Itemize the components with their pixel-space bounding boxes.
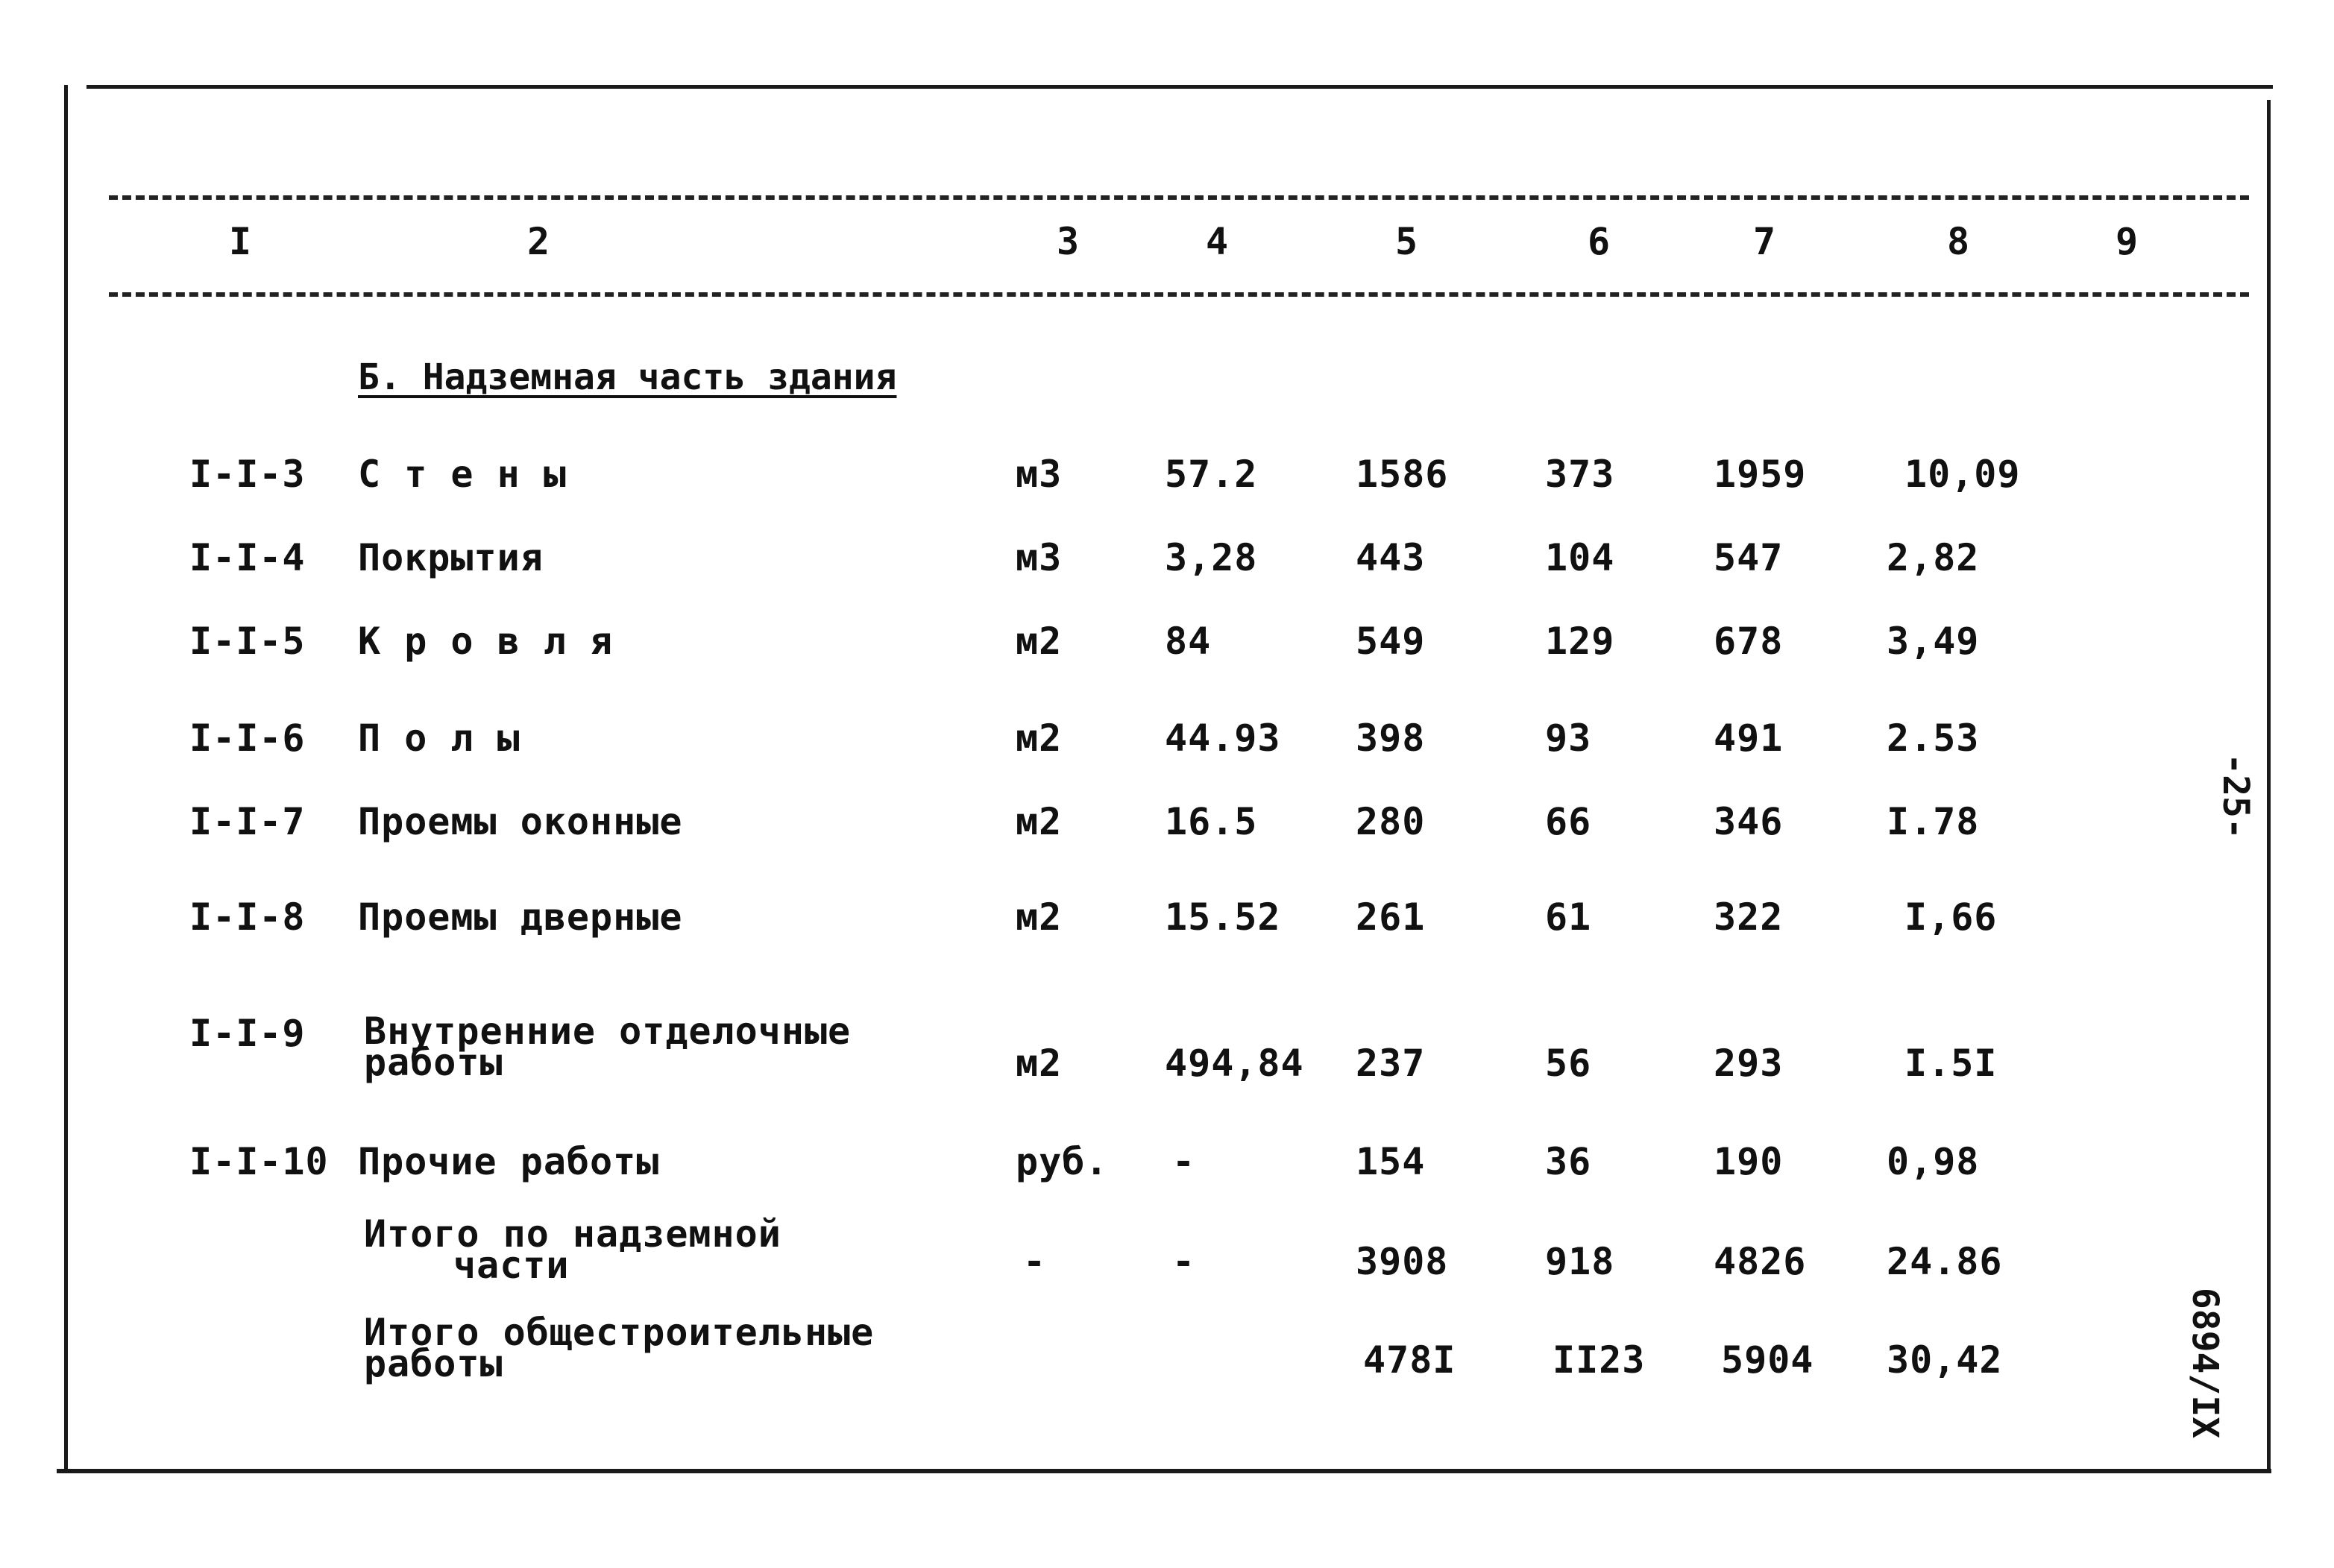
row-name-line1: Внутренние отделочные — [364, 1010, 852, 1053]
row-quantity: - — [1172, 1140, 1196, 1183]
total-general-col5: 478I — [1363, 1338, 1456, 1382]
total-general-col6: II23 — [1553, 1338, 1646, 1382]
row-name-line2: работы — [364, 1041, 503, 1084]
row-name: С т е н ы — [358, 453, 567, 496]
row-col5: 280 — [1356, 800, 1426, 843]
row-code: I-I-8 — [189, 895, 306, 939]
row-code: I-I-5 — [189, 620, 306, 663]
row-name: Проемы оконные — [358, 800, 683, 843]
frame-left-border — [64, 85, 68, 1472]
total-above-col8: 24.86 — [1887, 1240, 2003, 1283]
row-col6: 129 — [1545, 620, 1615, 663]
row-col5: 237 — [1356, 1042, 1426, 1085]
row-code: I-I-4 — [189, 536, 306, 579]
row-col5: 1586 — [1356, 453, 1449, 496]
total-above-col7: 4826 — [1714, 1240, 1807, 1283]
row-unit: м2 — [1016, 1042, 1063, 1085]
total-general-name-line1: Итого общестроительные — [364, 1311, 875, 1354]
row-col7: 491 — [1714, 717, 1784, 760]
total-above-unit: - — [1023, 1240, 1047, 1283]
total-above-name-line2: части — [453, 1244, 570, 1287]
row-col7: 293 — [1714, 1042, 1784, 1085]
row-col6: 93 — [1545, 717, 1592, 760]
row-unit: м2 — [1016, 895, 1063, 939]
column-header-7: 7 — [1752, 220, 1776, 263]
row-col8: I.78 — [1887, 800, 1980, 843]
row-col8: 2,82 — [1887, 536, 1980, 579]
row-col6: 56 — [1545, 1042, 1592, 1085]
row-col6: 373 — [1545, 453, 1615, 496]
row-col7: 1959 — [1714, 453, 1807, 496]
row-quantity: 44.93 — [1165, 717, 1281, 760]
row-unit: м2 — [1016, 620, 1063, 663]
column-header-3: 3 — [1056, 220, 1080, 263]
total-above-name — [364, 1212, 781, 1287]
total-above-quantity: - — [1172, 1240, 1196, 1283]
row-col8: I,66 — [1904, 895, 1998, 939]
row-unit: м2 — [1016, 800, 1063, 843]
row-col8: 3,49 — [1887, 620, 1980, 663]
row-col6: 104 — [1545, 536, 1615, 579]
row-code: I-I-9 — [189, 1012, 306, 1055]
row-code: I-I-6 — [189, 717, 306, 760]
row-col5: 549 — [1356, 620, 1426, 663]
column-header-8: 8 — [1946, 220, 1970, 263]
row-col5: 443 — [1356, 536, 1426, 579]
row-col7: 322 — [1714, 895, 1784, 939]
row-name: Прочие работы — [358, 1140, 660, 1183]
total-general-name-line2: работы — [364, 1342, 503, 1385]
total-above-name-line1: Итого по надземной — [364, 1212, 781, 1256]
row-quantity: 84 — [1165, 620, 1212, 663]
row-code: I-I-10 — [189, 1140, 329, 1183]
total-general-name — [364, 1311, 875, 1385]
column-header-4: 4 — [1205, 220, 1229, 263]
row-unit: м2 — [1016, 717, 1063, 760]
row-col6: 66 — [1545, 800, 1592, 843]
row-name: П о л ы — [358, 717, 520, 760]
column-header-9: 9 — [2115, 220, 2139, 263]
row-name: К р о в л я — [358, 620, 614, 663]
row-name: Покрытия — [358, 536, 544, 579]
row-quantity: 16.5 — [1165, 800, 1258, 843]
row-col8: 0,98 — [1887, 1140, 1980, 1183]
row-col8: 2.53 — [1887, 717, 1980, 760]
row-col8: 10,09 — [1904, 453, 2021, 496]
row-unit: руб. — [1016, 1140, 1109, 1183]
row-quantity: 494,84 — [1165, 1042, 1304, 1085]
total-above-col6: 918 — [1545, 1240, 1615, 1283]
column-header-2: 2 — [526, 220, 550, 263]
row-name: Проемы дверные — [358, 895, 683, 939]
row-col5: 398 — [1356, 717, 1426, 760]
row-col6: 61 — [1545, 895, 1592, 939]
row-unit: м3 — [1016, 536, 1063, 579]
row-col7: 678 — [1714, 620, 1784, 663]
row-unit: м3 — [1016, 453, 1063, 496]
frame-bottom-border — [57, 1469, 2271, 1473]
row-col5: 154 — [1356, 1140, 1426, 1183]
row-col5: 261 — [1356, 895, 1426, 939]
row-name — [364, 1010, 852, 1084]
header-top-dashed-rule — [109, 195, 2249, 200]
row-code: I-I-7 — [189, 800, 306, 843]
frame-top-border — [86, 85, 2273, 89]
row-quantity: 15.52 — [1165, 895, 1281, 939]
page-number: -25- — [2214, 753, 2256, 840]
row-quantity: 3,28 — [1165, 536, 1258, 579]
column-header-1: I — [228, 220, 252, 263]
total-general-col7: 5904 — [1721, 1338, 1814, 1382]
row-col7: 346 — [1714, 800, 1784, 843]
row-col6: 36 — [1545, 1140, 1592, 1183]
document-number: 6894/IX — [2184, 1287, 2227, 1439]
section-title: Б. Надземная часть здания — [358, 356, 897, 398]
frame-right-border — [2267, 100, 2271, 1472]
row-col7: 190 — [1714, 1140, 1784, 1183]
total-general-col8: 30,42 — [1887, 1338, 2003, 1382]
row-col8: I.5I — [1904, 1042, 1998, 1085]
column-header-5: 5 — [1394, 220, 1418, 263]
row-quantity: 57.2 — [1165, 453, 1258, 496]
header-bottom-dashed-rule — [109, 292, 2249, 297]
column-header-6: 6 — [1587, 220, 1611, 263]
row-code: I-I-3 — [189, 453, 306, 496]
row-col7: 547 — [1714, 536, 1784, 579]
total-above-col5: 3908 — [1356, 1240, 1449, 1283]
